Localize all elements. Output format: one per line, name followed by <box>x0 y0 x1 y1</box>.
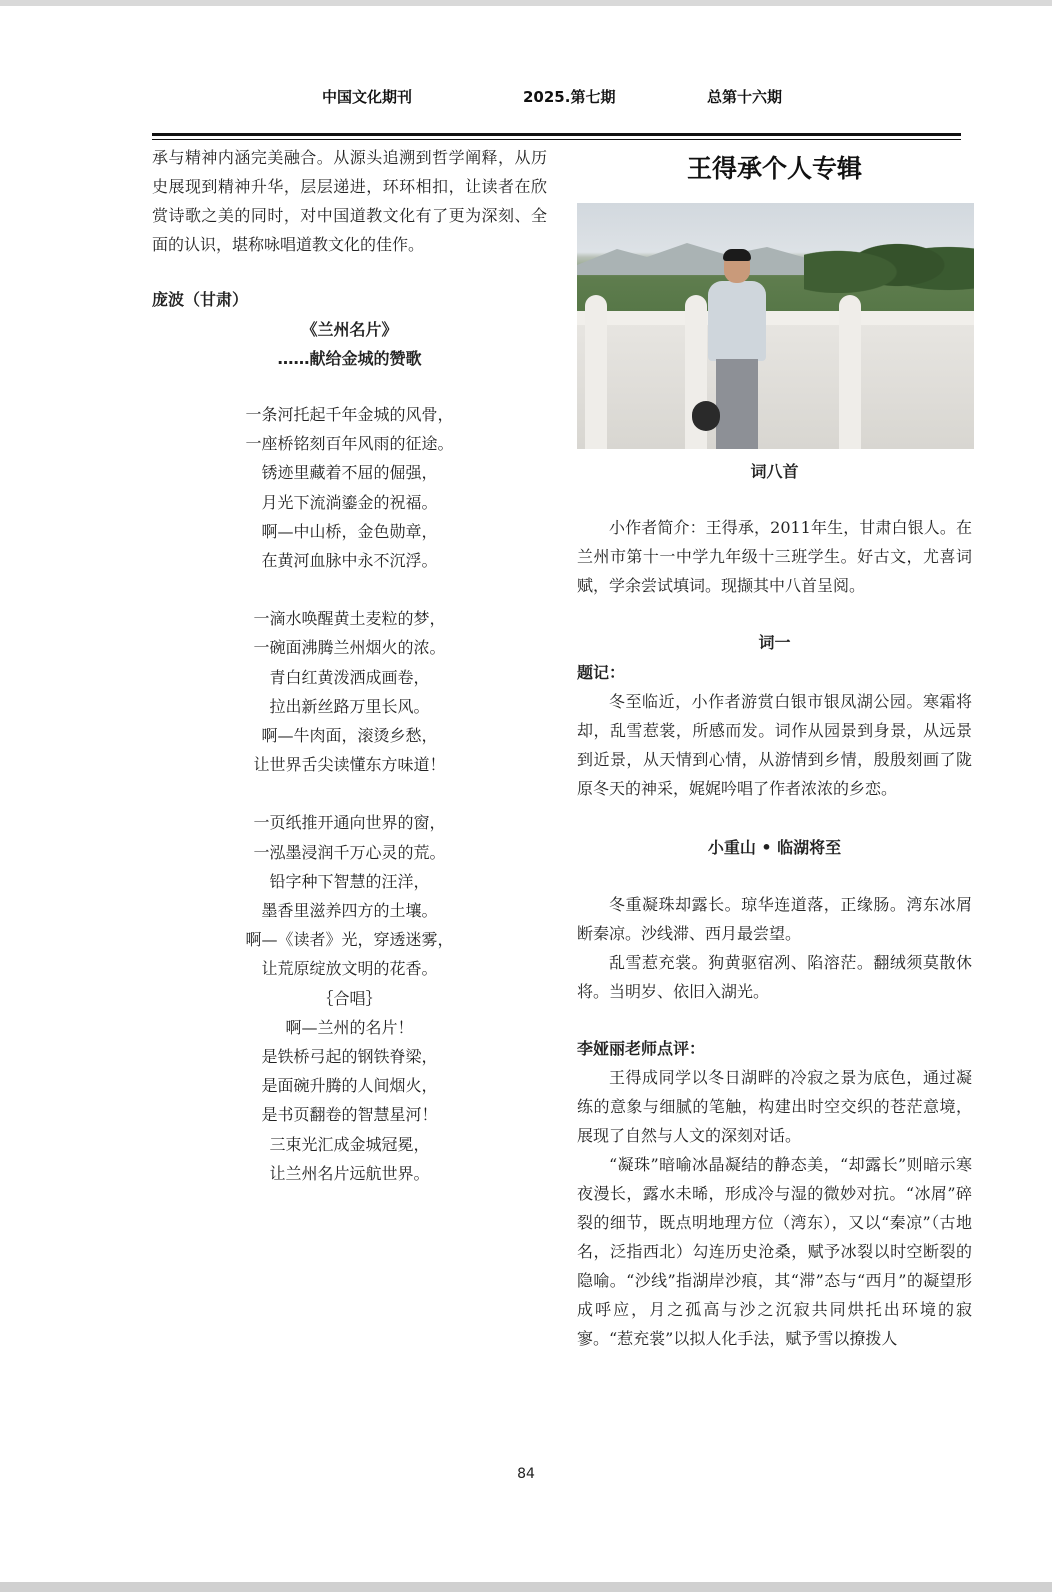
chorus-line: 是铁桥弓起的钢铁脊梁， <box>261 1047 438 1067</box>
ci1-label: 词一 <box>758 633 791 652</box>
poem-line: 拉出新丝路万里长风。 <box>269 696 430 716</box>
poem-line: 月光下流淌鎏金的祝福。 <box>261 492 438 512</box>
poem-line: 一碗面沸腾兰州烟火的浓。 <box>253 638 446 658</box>
poem-subtitle: ……献给金城的赞歌 <box>277 349 422 368</box>
ci-title: 小重山 • 临湖将至 <box>707 838 842 857</box>
ci-paragraph-2: 乱雪惹充裳。狗黄驱宿冽、陷溶茫。翻绒须莫散休将。当明岁、依旧入湖光。 <box>577 953 972 1001</box>
page-header <box>0 86 1052 110</box>
top-edge <box>0 0 1052 6</box>
poem-line: 锈迹里藏着不屈的倔强， <box>261 463 438 483</box>
chorus-line: 啊—兰州的名片！ <box>285 1017 414 1037</box>
chorus-line: 让兰州名片远航世界。 <box>269 1163 430 1183</box>
railing-post <box>839 295 861 449</box>
poem-author: 庞波（甘肃） <box>152 290 249 309</box>
stanza-2 <box>152 604 547 779</box>
issue-number: 2025.第七期 <box>523 88 616 106</box>
header-rule-thin <box>152 139 961 140</box>
left-column <box>152 143 547 1188</box>
author-photo <box>577 203 974 449</box>
railing-shape <box>577 315 974 449</box>
chorus-line: 是面碗升腾的人间烟火， <box>261 1076 438 1096</box>
poem-title: 《兰州名片》 <box>301 320 398 339</box>
poem-line: 一泓墨浸润千万心灵的荒。 <box>253 842 446 862</box>
chorus-line: 三束光汇成金城冠冕， <box>269 1134 430 1154</box>
journal-name: 中国文化期刊 <box>322 88 413 106</box>
poem-line: 啊—《读者》光，穿透迷雾， <box>245 930 454 950</box>
poem-line: 青白红黄泼洒成画卷， <box>269 667 430 687</box>
poem-line: 一条河托起千年金城的风骨， <box>245 405 454 424</box>
chorus-line: ｛合唱｝ <box>317 988 382 1008</box>
review-paragraph-2: “凝珠”暗喻冰晶凝结的静态美，“却露长”则暗示寒夜漫长，露水未晞，形成冷与湿的微妙对抗。“冰屑”碎裂的细节，既点明地理方位（湾东），又以“秦凉”（古地名，泛指西北）勾连历史沧桑，赋予冰裂以时空断裂的隐喻。“沙线”指湖岸沙痕，其“滞”态与“西月”的凝望形成呼应，月之孤高与沙之沉寂共同烘托出环境的寂寥。“惹充裳”以拟人化手法，赋予雪以撩拨人 <box>577 1155 972 1348</box>
author-bio: 小作者简介：王得承，2011年生，甘肃白银人。在兰州市第十一中学九年级十三班学生。好古文，尤喜词赋，学余尝试填词。现撷其中八首呈阅。 <box>577 518 972 595</box>
review-label: 李娅丽老师点评： <box>577 1039 706 1058</box>
poem-line: 墨香里滋养四方的土壤。 <box>261 901 438 921</box>
intro-paragraph: 承与精神内涵完美融合。从源头追溯到哲学阐释，从历史展现到精神升华，层层递进，环环相扣，让读者在欣赏诗歌之美的同时，对中国道教文化有了更为深刻、全面的认识，堪称咏唱道教文化的佳作。 <box>152 148 547 254</box>
poem-line: 啊—牛肉面，滚烫乡愁， <box>261 726 438 746</box>
preface-text: 冬至临近，小作者游赏白银市银凤湖公园。寒霜将却，乱雪惹裳，所感而发。词作从园景到身景，从远景到近景，从天情到心情，从游情到乡情，殷殷刻画了陇原冬天的神采，娓娓吟唱了作者浓浓的乡恋。 <box>577 692 972 798</box>
poem-body <box>152 400 547 1188</box>
trees-shape <box>804 223 974 293</box>
right-column <box>577 143 972 1353</box>
poem-line: 铅字种下智慧的汪洋， <box>269 871 430 891</box>
poem-line: 一滴水唤醒黄土麦粒的梦， <box>253 609 446 629</box>
total-issue: 总第十六期 <box>707 88 783 106</box>
page-number: 84 <box>517 1466 535 1482</box>
poem-line: 在黄河血脉中永不沉浮。 <box>261 551 438 571</box>
review-paragraph-1: 王得成同学以冬日湖畔的冷寂之景为底色，通过凝练的意象与细腻的笔触，构建出时空交织的苍茫意境，展现了自然与人文的深刻对话。 <box>577 1068 972 1145</box>
header-rule-thick <box>152 133 961 136</box>
poem-line: 一座桥铭刻百年风雨的征途。 <box>245 434 454 454</box>
stanza-3 <box>152 808 547 983</box>
chorus <box>152 984 547 1188</box>
bottom-edge <box>0 1582 1052 1592</box>
rail-top-shape <box>577 311 974 325</box>
poem-line: 一页纸推开通向世界的窗， <box>253 813 446 833</box>
photo-caption: 词八首 <box>750 462 799 481</box>
poem-line: 让世界舌尖读懂东方味道！ <box>253 755 446 775</box>
ci-paragraph-1: 冬重凝珠却露长。琼华连道落，正缘肠。湾东冰屑断秦凉。沙线滞、西月最尝望。 <box>577 895 972 943</box>
chorus-line: 是书页翻卷的智慧星河！ <box>261 1105 438 1125</box>
poem-line: 让荒原绽放文明的花香。 <box>261 959 438 979</box>
special-title: 王得承个人专辑 <box>686 154 862 183</box>
stanza-1 <box>152 400 547 575</box>
poem-line: 啊—中山桥，金色勋章， <box>261 521 438 541</box>
preface-label: 题记： <box>577 663 626 682</box>
railing-post <box>585 295 607 449</box>
person-figure <box>702 251 772 449</box>
